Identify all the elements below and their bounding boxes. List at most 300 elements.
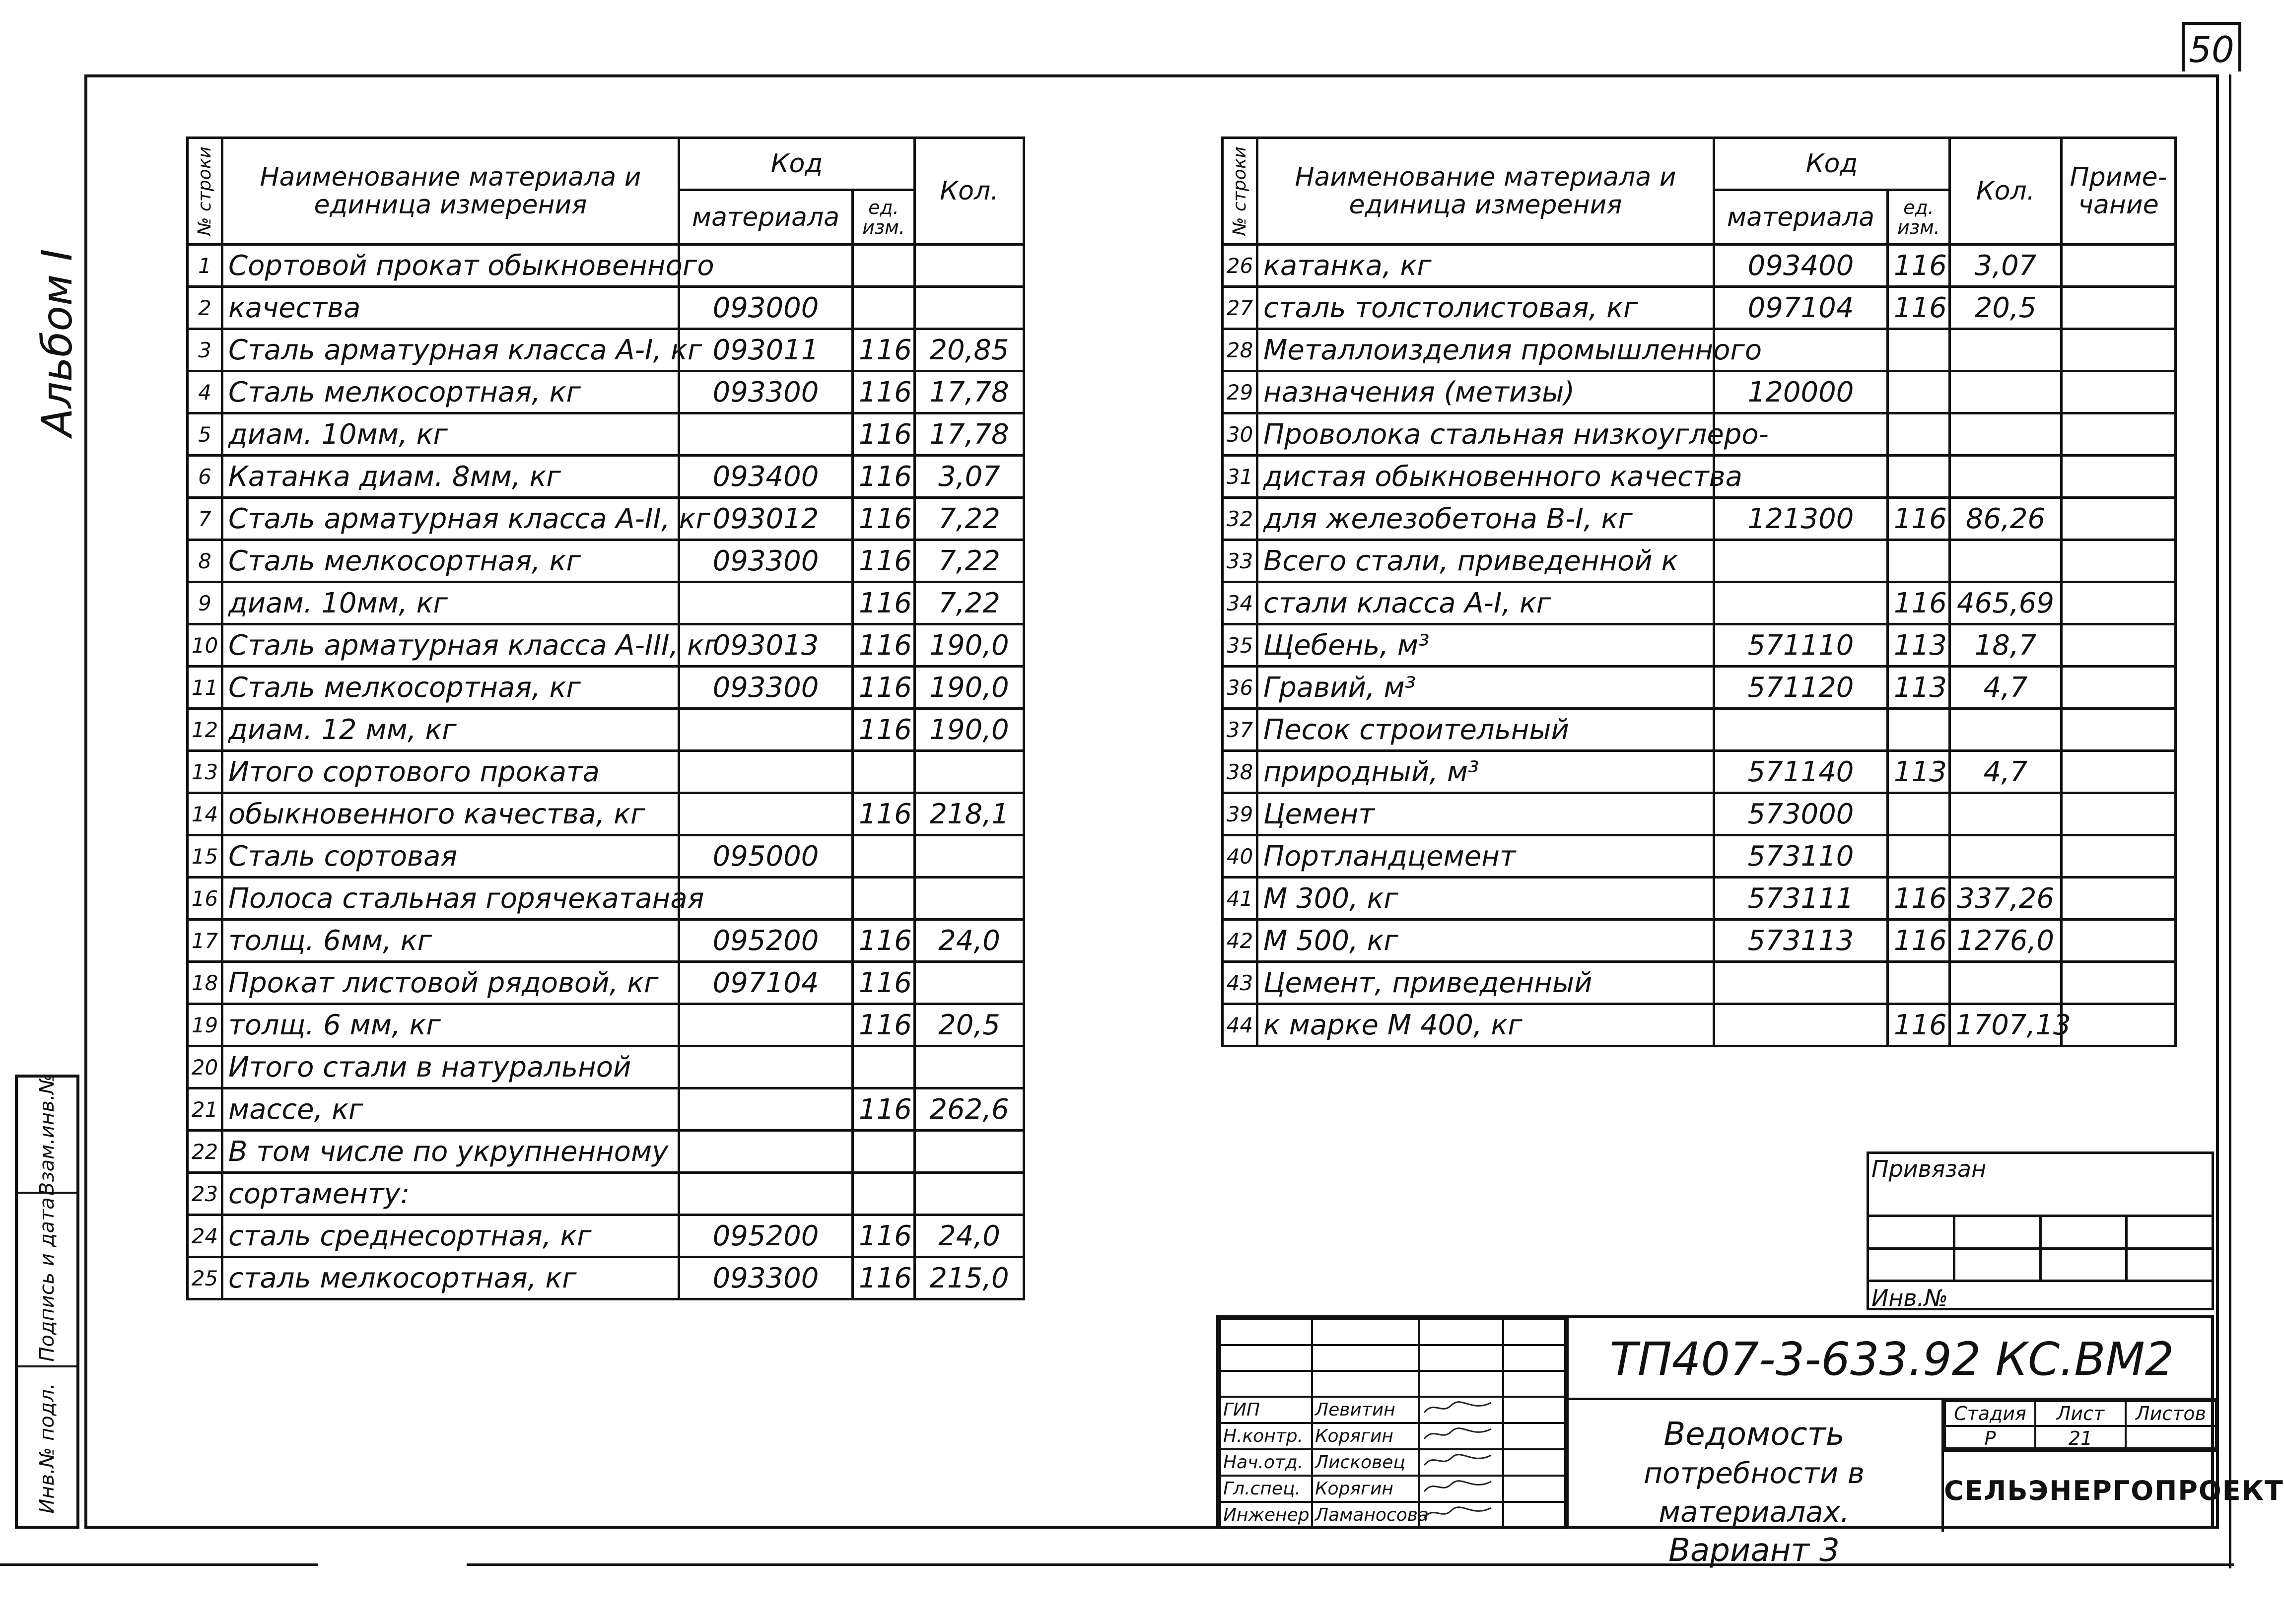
date-cell	[1503, 1423, 1568, 1449]
material-name: Сталь арматурная класса А-I, кг	[222, 329, 679, 371]
material-name: Портландцемент	[1257, 835, 1714, 878]
material-code	[679, 1004, 853, 1046]
row-number: 27	[1223, 287, 1257, 329]
quantity	[1950, 835, 2062, 878]
material-code: 571140	[1714, 751, 1888, 793]
note	[2062, 498, 2176, 540]
right-edge-line	[2229, 74, 2231, 1568]
table-row	[1223, 245, 2176, 287]
table-row	[1223, 962, 2176, 1004]
note	[2062, 962, 2176, 1004]
material-code	[1714, 1004, 1888, 1046]
table-row	[1223, 329, 2176, 371]
row-number: 44	[1223, 1004, 1257, 1046]
signature-name: Корягин	[1312, 1423, 1419, 1449]
quantity: 7,22	[915, 498, 1024, 540]
signature-role: Н.контр.	[1220, 1423, 1312, 1449]
unit-code: 116	[853, 920, 915, 962]
materials-table-right	[1221, 136, 2177, 1047]
quantity: 1276,0	[1950, 920, 2062, 962]
row-number: 10	[188, 624, 222, 667]
table-row	[188, 793, 1024, 835]
unit-code	[853, 1046, 915, 1088]
row-number: 29	[1223, 371, 1257, 413]
signature-row	[1220, 1449, 1568, 1476]
material-name: толщ. 6мм, кг	[222, 920, 679, 962]
material-code	[679, 793, 853, 835]
table-row	[1223, 878, 2176, 920]
material-code: 120000	[1714, 371, 1888, 413]
side-stamp-text: Подпись и дата	[36, 1197, 59, 1362]
material-code	[679, 751, 853, 793]
unit-code	[1888, 709, 1950, 751]
material-name: Щебень, м³	[1257, 624, 1714, 667]
table-row	[188, 329, 1024, 371]
quantity: 24,0	[915, 1215, 1024, 1257]
unit-code: 116	[853, 371, 915, 413]
row-number: 23	[188, 1173, 222, 1215]
row-number: 30	[1223, 413, 1257, 456]
row-number: 2	[188, 287, 222, 329]
note	[2062, 751, 2176, 793]
material-code	[1714, 709, 1888, 751]
unit-code	[1888, 835, 1950, 878]
table-row	[188, 1173, 1024, 1215]
unit-code: 116	[853, 540, 915, 582]
note	[2062, 456, 2176, 498]
row-number: 41	[1223, 878, 1257, 920]
signature-role: ГИП	[1220, 1397, 1312, 1423]
signature-name: Ламаносова	[1312, 1502, 1419, 1528]
quantity	[1950, 962, 2062, 1004]
signature-role: Гл.спец.	[1220, 1476, 1312, 1502]
binding-box	[1867, 1151, 2214, 1310]
header-note: Приме-чание	[2062, 138, 2176, 245]
row-number: 5	[188, 413, 222, 456]
material-name: Прокат листовой рядовой, кг	[222, 962, 679, 1004]
quantity: 7,22	[915, 582, 1024, 624]
table-row	[188, 1257, 1024, 1299]
quantity: 17,78	[915, 371, 1024, 413]
material-code	[679, 1046, 853, 1088]
note	[2062, 709, 2176, 751]
quantity	[915, 1131, 1024, 1173]
signature-table	[1219, 1318, 1569, 1529]
unit-code	[853, 1131, 915, 1173]
row-number: 19	[188, 1004, 222, 1046]
row-number: 33	[1223, 540, 1257, 582]
material-name: Итого стали в натуральной	[222, 1046, 679, 1088]
unit-code	[1888, 456, 1950, 498]
unit-code	[1888, 793, 1950, 835]
material-name: обыкновенного качества, кг	[222, 793, 679, 835]
quantity	[1950, 456, 2062, 498]
unit-code: 116	[1888, 878, 1950, 920]
material-code	[679, 1173, 853, 1215]
bottom-line	[467, 1563, 2234, 1566]
quantity: 20,5	[915, 1004, 1024, 1046]
sheet-number: 50	[2182, 22, 2241, 71]
quantity	[1950, 793, 2062, 835]
material-name: сталь мелкосортная, кг	[222, 1257, 679, 1299]
material-name: Сталь арматурная класса А-II, кг	[222, 498, 679, 540]
material-code	[1714, 540, 1888, 582]
row-number: 34	[1223, 582, 1257, 624]
material-name: диам. 10мм, кг	[222, 582, 679, 624]
quantity: 17,78	[915, 413, 1024, 456]
material-name: катанка, кг	[1257, 245, 1714, 287]
table-row	[188, 962, 1024, 1004]
binding-title: Привязан	[1871, 1155, 1987, 1182]
sheet-value: 21	[2035, 1426, 2126, 1451]
unit-code	[853, 245, 915, 287]
material-name: назначения (метизы)	[1257, 371, 1714, 413]
unit-code	[853, 878, 915, 920]
stage-sheet-table	[1944, 1400, 2217, 1452]
quantity	[1950, 413, 2062, 456]
table-row	[188, 667, 1024, 709]
quantity: 190,0	[915, 624, 1024, 667]
header-qty: Кол.	[1950, 138, 2062, 245]
row-number: 25	[188, 1257, 222, 1299]
row-number: 12	[188, 709, 222, 751]
sheet-label: Лист	[2035, 1401, 2126, 1426]
material-code: 573111	[1714, 878, 1888, 920]
signature-row	[1220, 1397, 1568, 1423]
unit-code: 113	[1888, 624, 1950, 667]
title-line: потребности в материалах.	[1644, 1456, 1865, 1529]
unit-code: 116	[1888, 582, 1950, 624]
unit-code: 116	[853, 709, 915, 751]
material-name: к марке М 400, кг	[1257, 1004, 1714, 1046]
unit-code: 116	[853, 624, 915, 667]
quantity: 24,0	[915, 920, 1024, 962]
side-stamp-cell	[18, 1073, 76, 1196]
unit-code: 116	[1888, 1004, 1950, 1046]
note	[2062, 1004, 2176, 1046]
material-name: дистая обыкновенного качества	[1257, 456, 1714, 498]
material-code	[679, 1088, 853, 1131]
table-row	[188, 920, 1024, 962]
quantity: 465,69	[1950, 582, 2062, 624]
unit-code	[1888, 962, 1950, 1004]
table-row	[188, 709, 1024, 751]
quantity: 337,26	[1950, 878, 2062, 920]
material-name: для железобетона В-I, кг	[1257, 498, 1714, 540]
quantity: 262,6	[915, 1088, 1024, 1131]
unit-code: 116	[853, 582, 915, 624]
quantity: 7,22	[915, 540, 1024, 582]
material-name: Металлоизделия промышленного	[1257, 329, 1714, 371]
table-row	[1223, 540, 2176, 582]
quantity: 3,07	[1950, 245, 2062, 287]
quantity	[915, 245, 1024, 287]
quantity: 3,07	[915, 456, 1024, 498]
unit-code: 116	[853, 793, 915, 835]
material-code: 571120	[1714, 667, 1888, 709]
table-row	[1223, 582, 2176, 624]
material-name: диам. 12 мм, кг	[222, 709, 679, 751]
row-number: 4	[188, 371, 222, 413]
table-row	[1223, 287, 2176, 329]
row-number: 18	[188, 962, 222, 1004]
material-name: Сталь арматурная класса А-III, кг	[222, 624, 679, 667]
material-name: Итого сортового проката	[222, 751, 679, 793]
quantity	[1950, 329, 2062, 371]
unit-code: 116	[853, 456, 915, 498]
material-name: Гравий, м³	[1257, 667, 1714, 709]
table-row	[188, 287, 1024, 329]
row-number: 43	[1223, 962, 1257, 1004]
note	[2062, 413, 2176, 456]
row-number: 7	[188, 498, 222, 540]
quantity	[915, 962, 1024, 1004]
table-row	[188, 582, 1024, 624]
material-code: 573000	[1714, 793, 1888, 835]
table-row	[1223, 920, 2176, 962]
stage-value: Р	[1945, 1426, 2035, 1451]
table-row	[1223, 751, 2176, 793]
row-number: 32	[1223, 498, 1257, 540]
note	[2062, 793, 2176, 835]
side-stamp-text: Взам.инв.№	[36, 1073, 59, 1196]
row-number: 37	[1223, 709, 1257, 751]
signature-name: Корягин	[1312, 1476, 1419, 1502]
material-code: 573110	[1714, 835, 1888, 878]
quantity: 190,0	[915, 709, 1024, 751]
signature-name: Левитин	[1312, 1397, 1419, 1423]
header-code-unit: ед. изм.	[1888, 190, 1950, 245]
table-row	[188, 245, 1024, 287]
table-row	[188, 1088, 1024, 1131]
binding-inv: Инв.№	[1871, 1285, 1948, 1311]
row-number: 21	[188, 1088, 222, 1131]
quantity	[915, 1173, 1024, 1215]
unit-code	[853, 287, 915, 329]
album-label: Альбом I	[33, 249, 81, 437]
sheets-label: Листов	[2126, 1401, 2216, 1426]
material-name: Полоса стальная горячекатаная	[222, 878, 679, 920]
unit-code	[1888, 329, 1950, 371]
row-number: 22	[188, 1131, 222, 1173]
table-row	[1223, 413, 2176, 456]
material-name: толщ. 6 мм, кг	[222, 1004, 679, 1046]
quantity	[915, 751, 1024, 793]
header-code-unit: ед. изм.	[853, 190, 915, 245]
signature-mark	[1419, 1449, 1503, 1476]
unit-code: 116	[853, 1215, 915, 1257]
unit-code: 116	[853, 1257, 915, 1299]
row-number: 8	[188, 540, 222, 582]
material-code: 093300	[679, 1257, 853, 1299]
date-cell	[1503, 1397, 1568, 1423]
title-block	[1216, 1315, 2284, 1569]
note	[2062, 287, 2176, 329]
material-name: стали класса А-I, кг	[1257, 582, 1714, 624]
unit-code	[853, 835, 915, 878]
document-code: ТП407-3-633.92 КС.ВМ2	[1567, 1318, 2217, 1400]
quantity	[1950, 709, 2062, 751]
unit-code	[1888, 540, 1950, 582]
table-row	[1223, 371, 2176, 413]
unit-code	[853, 751, 915, 793]
table-row	[188, 624, 1024, 667]
header-code-material: материала	[679, 190, 853, 245]
signature-row	[1220, 1502, 1568, 1528]
table-row	[188, 456, 1024, 498]
organization-name: СЕЛЬЭНЕРГОПРОЕКТ	[1944, 1475, 2284, 1506]
material-code	[679, 1131, 853, 1173]
table-row	[1223, 498, 2176, 540]
table-row	[188, 371, 1024, 413]
quantity: 190,0	[915, 667, 1024, 709]
material-code: 093300	[679, 371, 853, 413]
material-name: качества	[222, 287, 679, 329]
material-code: 093400	[1714, 245, 1888, 287]
header-code-material: материала	[1714, 190, 1888, 245]
header-name: Наименование материала и единица измерения	[1257, 138, 1714, 245]
unit-code: 116	[1888, 920, 1950, 962]
title-line: Ведомость	[1663, 1416, 1845, 1453]
row-number: 13	[188, 751, 222, 793]
material-name: Сталь мелкосортная, кг	[222, 371, 679, 413]
material-code	[679, 582, 853, 624]
quantity: 4,7	[1950, 667, 2062, 709]
material-code: 093013	[679, 624, 853, 667]
header-name: Наименование материала и единица измерения	[222, 138, 679, 245]
material-code	[679, 878, 853, 920]
date-cell	[1503, 1449, 1568, 1476]
row-number: 9	[188, 582, 222, 624]
material-code: 093300	[679, 667, 853, 709]
material-name: Цемент, приведенный	[1257, 962, 1714, 1004]
quantity: 20,85	[915, 329, 1024, 371]
table-row	[188, 878, 1024, 920]
table-row	[1223, 1004, 2176, 1046]
header-qty: Кол.	[915, 138, 1024, 245]
material-name: природный, м³	[1257, 751, 1714, 793]
row-number: 24	[188, 1215, 222, 1257]
material-name: Катанка диам. 8мм, кг	[222, 456, 679, 498]
material-code: 097104	[679, 962, 853, 1004]
unit-code: 116	[1888, 498, 1950, 540]
note	[2062, 329, 2176, 371]
signature-mark	[1419, 1423, 1503, 1449]
quantity	[915, 287, 1024, 329]
note	[2062, 582, 2176, 624]
quantity: 215,0	[915, 1257, 1024, 1299]
row-number: 3	[188, 329, 222, 371]
row-number: 14	[188, 793, 222, 835]
table-row	[188, 1046, 1024, 1088]
signature-mark	[1419, 1502, 1503, 1528]
sheets-value	[2126, 1426, 2216, 1451]
material-name: сортаменту:	[222, 1173, 679, 1215]
table-row	[1223, 835, 2176, 878]
note	[2062, 371, 2176, 413]
material-name: Сталь мелкосортная, кг	[222, 540, 679, 582]
note	[2062, 667, 2176, 709]
material-name: Сортовой прокат обыкновенного	[222, 245, 679, 287]
row-number: 17	[188, 920, 222, 962]
signature-role: Инженер	[1220, 1502, 1312, 1528]
material-name: сталь среднесортная, кг	[222, 1215, 679, 1257]
material-code	[679, 709, 853, 751]
quantity	[915, 878, 1024, 920]
side-stamp	[15, 1075, 79, 1529]
table-row	[188, 1215, 1024, 1257]
unit-code	[1888, 371, 1950, 413]
material-name: В том числе по укрупненному	[222, 1131, 679, 1173]
material-name: Цемент	[1257, 793, 1714, 835]
material-code: 571110	[1714, 624, 1888, 667]
note	[2062, 624, 2176, 667]
note	[2062, 878, 2176, 920]
row-number: 35	[1223, 624, 1257, 667]
row-number: 15	[188, 835, 222, 878]
date-cell	[1503, 1476, 1568, 1502]
table-row	[1223, 709, 2176, 751]
material-code: 095200	[679, 1215, 853, 1257]
unit-code: 116	[853, 329, 915, 371]
row-number: 1	[188, 245, 222, 287]
bottom-line	[0, 1563, 318, 1566]
material-name: сталь толстолистовая, кг	[1257, 287, 1714, 329]
material-code: 093400	[679, 456, 853, 498]
unit-code: 116	[853, 1004, 915, 1046]
table-row	[188, 540, 1024, 582]
unit-code: 116	[1888, 245, 1950, 287]
material-code	[679, 413, 853, 456]
material-code: 097104	[1714, 287, 1888, 329]
table-row	[188, 835, 1024, 878]
table-row	[1223, 667, 2176, 709]
document-title	[1567, 1400, 1944, 1569]
table-row	[188, 1004, 1024, 1046]
row-number: 20	[188, 1046, 222, 1088]
table-row	[1223, 624, 2176, 667]
row-number: 28	[1223, 329, 1257, 371]
signature-row	[1220, 1476, 1568, 1502]
header-code: Код	[1714, 138, 1950, 190]
quantity: 218,1	[915, 793, 1024, 835]
signature-row	[1220, 1423, 1568, 1449]
signature-mark	[1419, 1476, 1503, 1502]
unit-code: 116	[853, 498, 915, 540]
material-name: М 300, кг	[1257, 878, 1714, 920]
signature-role: Нач.отд.	[1220, 1449, 1312, 1476]
material-name: Сталь сортовая	[222, 835, 679, 878]
row-number: 39	[1223, 793, 1257, 835]
quantity	[915, 835, 1024, 878]
quantity: 20,5	[1950, 287, 2062, 329]
row-number: 31	[1223, 456, 1257, 498]
unit-code: 116	[1888, 287, 1950, 329]
quantity: 4,7	[1950, 751, 2062, 793]
table-row	[188, 751, 1024, 793]
material-code: 095000	[679, 835, 853, 878]
row-number: 11	[188, 667, 222, 709]
note	[2062, 245, 2176, 287]
stage-label: Стадия	[1945, 1401, 2035, 1426]
table-row	[188, 1131, 1024, 1173]
material-code: 093011	[679, 329, 853, 371]
row-number: 40	[1223, 835, 1257, 878]
header-row-no: № строки	[188, 138, 222, 245]
material-code	[1714, 582, 1888, 624]
row-number: 38	[1223, 751, 1257, 793]
unit-code: 113	[1888, 667, 1950, 709]
